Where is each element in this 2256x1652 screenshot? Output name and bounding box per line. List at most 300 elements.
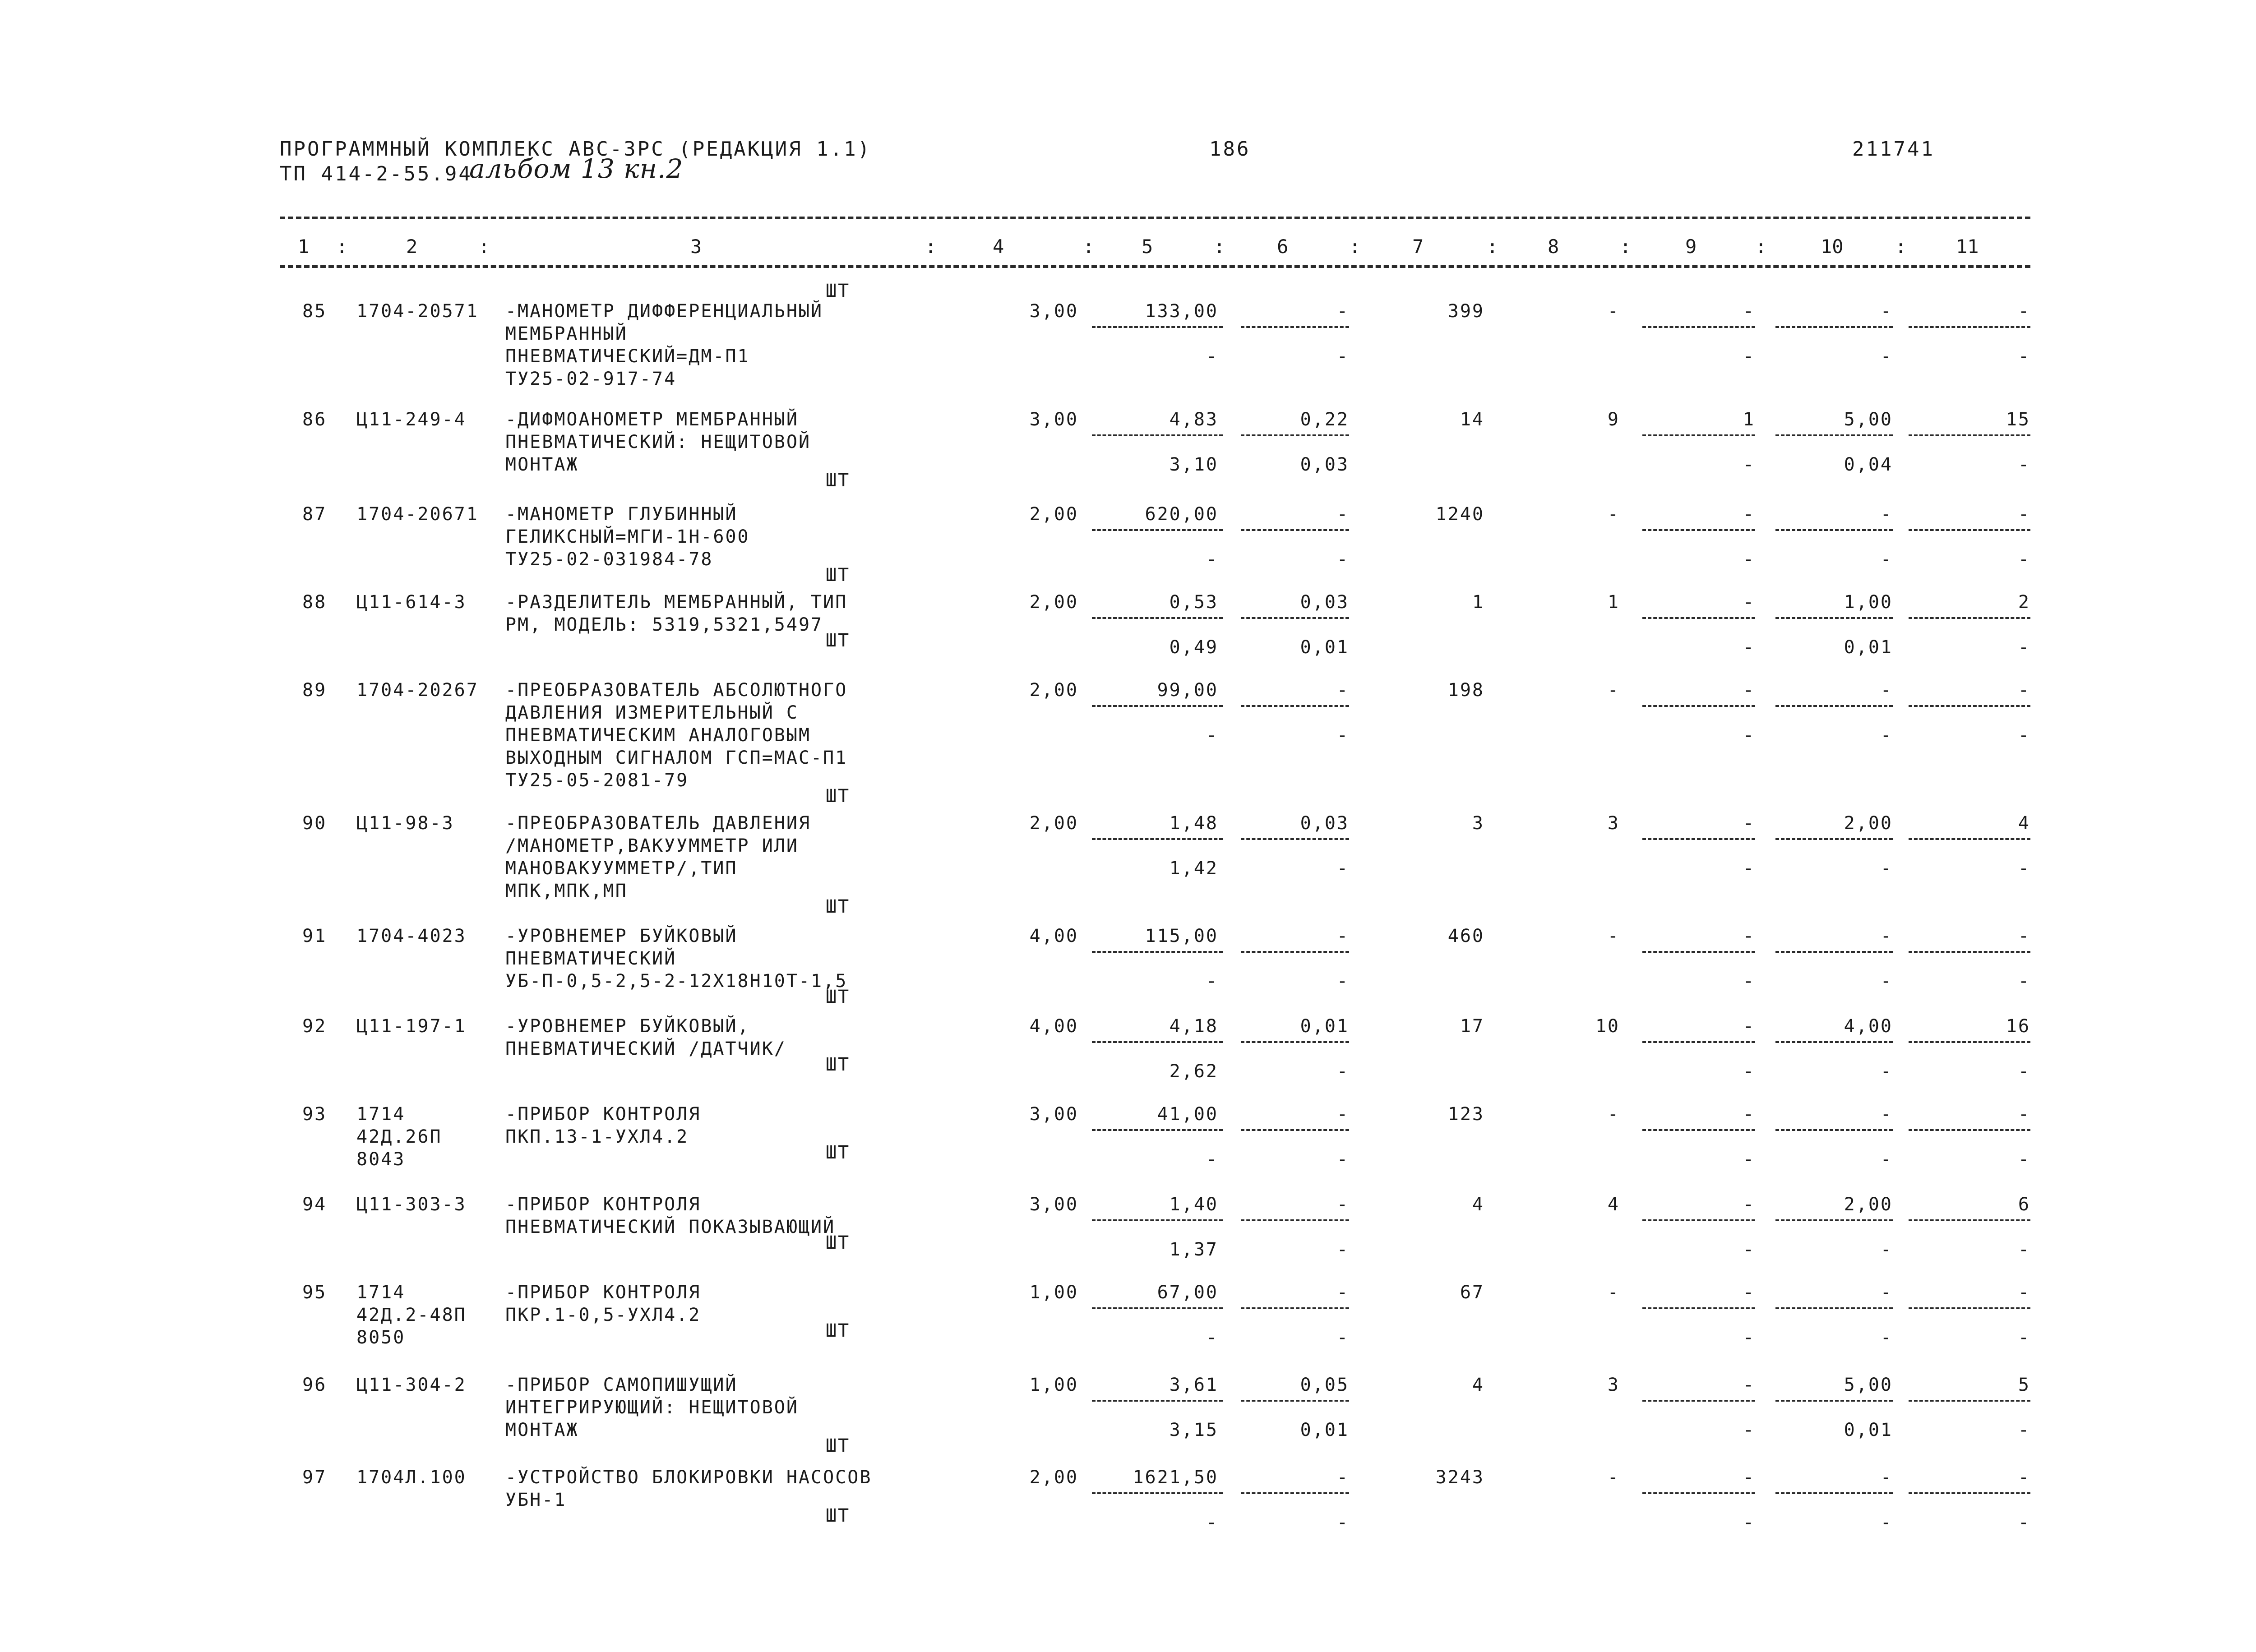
total-cost-value: 4 (1472, 1375, 1484, 1395)
wage-value: 0,05 (1300, 1375, 1349, 1395)
cell-divider (1092, 1041, 1223, 1043)
cell-divider (1241, 1129, 1349, 1131)
unit-label: ШТ (826, 896, 851, 917)
wage-sub: - (1336, 549, 1349, 570)
col10-sub: - (1880, 346, 1893, 367)
column-separator: : (1755, 235, 1767, 258)
col10-sub: - (1880, 858, 1893, 879)
col10-value: - (1880, 1467, 1893, 1488)
item-description: УБН-1 (505, 1490, 567, 1510)
col9-value: - (1743, 1104, 1755, 1125)
unit-label: ШТ (826, 1054, 851, 1075)
item-code: 1704-4023 (356, 926, 467, 946)
col9-value: - (1743, 1016, 1755, 1037)
col9-sub: - (1743, 971, 1755, 992)
cell-divider (1775, 1129, 1893, 1131)
column-number-5: 5 (1142, 235, 1153, 258)
column-separator: : (1349, 235, 1361, 258)
item-description: УБ-П-0,5-2,5-2-12Х18Н10Т-1,5 (505, 971, 848, 992)
cell-divider (1241, 1307, 1349, 1309)
unit-label: ШТ (826, 630, 851, 651)
row-number: 86 (302, 409, 327, 430)
item-code: Ц11-249-4 (356, 409, 467, 430)
cell-divider (1092, 951, 1223, 953)
item-code: 1704-20671 (356, 504, 479, 525)
col11-value: - (2018, 680, 2030, 701)
total-wage-value: 9 (1607, 409, 1620, 430)
quantity-value: 1,00 (1029, 1282, 1078, 1303)
col10-value: - (1880, 301, 1893, 322)
unit-cost-value: 67,00 (1157, 1282, 1218, 1303)
row-number: 85 (302, 301, 327, 322)
wage-value: - (1336, 1282, 1349, 1303)
item-description: -ПРЕОБРАЗОВАТЕЛЬ АБСОЛЮТНОГО (505, 680, 848, 701)
cell-divider (1642, 1307, 1755, 1309)
item-description: МЕМБРАННЫЙ (505, 323, 628, 344)
quantity-value: 1,00 (1029, 1375, 1078, 1395)
total-cost-value: 67 (1460, 1282, 1484, 1303)
cell-divider (1909, 1041, 2030, 1043)
cell-divider (1241, 1041, 1349, 1043)
item-description: /МАНОМЕТР,ВАКУУММЕТР ИЛИ (505, 835, 799, 856)
unit-label: ШТ (826, 470, 851, 491)
column-number-2: 2 (406, 235, 418, 258)
col9-value: - (1743, 680, 1755, 701)
column-number-7: 7 (1412, 235, 1424, 258)
total-cost-value: 198 (1447, 680, 1484, 701)
item-code: 42Д.2-48П (356, 1305, 467, 1325)
column-number-3: 3 (690, 235, 702, 258)
cell-divider (1642, 434, 1755, 436)
wage-value: - (1336, 1194, 1349, 1215)
col10-sub: - (1880, 1239, 1893, 1260)
unit-label: ШТ (826, 1505, 851, 1526)
col10-value: - (1880, 1282, 1893, 1303)
quantity-value: 2,00 (1029, 680, 1078, 701)
cell-divider (1241, 529, 1349, 531)
total-wage-value: 1 (1607, 592, 1620, 613)
cell-divider (1909, 1492, 2030, 1494)
row-number: 91 (302, 926, 327, 946)
cell-divider (1642, 617, 1755, 619)
cell-divider (1775, 529, 1893, 531)
unit-cost-value: 133,00 (1145, 301, 1218, 322)
wage-sub: - (1336, 346, 1349, 367)
col10-value: - (1880, 926, 1893, 946)
col9-value: - (1743, 1194, 1755, 1215)
cell-divider (1775, 1400, 1893, 1402)
col11-sub: - (2018, 1512, 2030, 1533)
item-description: ПНЕВМАТИЧЕСКИМ АНАЛОГОВЫМ (505, 725, 811, 746)
col10-sub: 0,04 (1844, 454, 1893, 475)
unit-cost-sub: - (1206, 549, 1218, 570)
cell-divider (1909, 1400, 2030, 1402)
cell-divider (1241, 326, 1349, 328)
col10-sub: 0,01 (1844, 1420, 1893, 1440)
unit-label: ШТ (826, 281, 851, 301)
wage-value: - (1336, 1467, 1349, 1488)
col10-value: 1,00 (1844, 592, 1893, 613)
item-code: Ц11-303-3 (356, 1194, 467, 1215)
cell-divider (1909, 838, 2030, 840)
col10-value: - (1880, 1104, 1893, 1125)
col11-value: - (2018, 1282, 2030, 1303)
cell-divider (1775, 951, 1893, 953)
col9-sub: - (1743, 637, 1755, 658)
wage-value: - (1336, 680, 1349, 701)
col11-value: - (2018, 926, 2030, 946)
cell-divider (1909, 326, 2030, 328)
quantity-value: 3,00 (1029, 409, 1078, 430)
total-cost-value: 399 (1447, 301, 1484, 322)
quantity-value: 3,00 (1029, 1194, 1078, 1215)
unit-cost-value: 115,00 (1145, 926, 1218, 946)
unit-cost-sub: 1,37 (1169, 1239, 1218, 1260)
unit-cost-value: 1621,50 (1133, 1467, 1218, 1488)
col10-value: 2,00 (1844, 813, 1893, 834)
col11-sub: - (2018, 1061, 2030, 1082)
col10-value: - (1880, 680, 1893, 701)
cell-divider (1775, 1041, 1893, 1043)
column-number-11: 11 (1956, 235, 1979, 258)
col10-sub: - (1880, 1327, 1893, 1348)
col11-sub: - (2018, 1149, 2030, 1170)
cell-divider (1241, 1219, 1349, 1221)
col9-sub: - (1743, 1327, 1755, 1348)
column-number-1: 1 (298, 235, 310, 258)
item-description: МОНТАЖ (505, 1420, 579, 1440)
item-code: Ц11-304-2 (356, 1375, 467, 1395)
cell-divider (1092, 529, 1223, 531)
column-number-4: 4 (993, 235, 1004, 258)
col9-value: - (1743, 592, 1755, 613)
item-code: Ц11-98-3 (356, 813, 454, 834)
unit-cost-value: 41,00 (1157, 1104, 1218, 1125)
wage-sub: - (1336, 1512, 1349, 1533)
cell-divider (1909, 705, 2030, 707)
column-separator: : (336, 235, 348, 258)
unit-cost-sub: - (1206, 1327, 1218, 1348)
cell-divider (1775, 1307, 1893, 1309)
col9-sub: - (1743, 1420, 1755, 1440)
table-header-rule (280, 265, 2030, 268)
cell-divider (1092, 1492, 1223, 1494)
row-number: 87 (302, 504, 327, 525)
cell-divider (1241, 617, 1349, 619)
total-cost-value: 3243 (1435, 1467, 1484, 1488)
item-description: -ПРИБОР КОНТРОЛЯ (505, 1104, 701, 1125)
col11-sub: - (2018, 1420, 2030, 1440)
cell-divider (1775, 838, 1893, 840)
column-separator: : (478, 235, 490, 258)
cell-divider (1909, 1219, 2030, 1221)
cell-divider (1092, 1219, 1223, 1221)
col9-value: - (1743, 1467, 1755, 1488)
unit-cost-sub: - (1206, 1512, 1218, 1533)
item-description: ПНЕВМАТИЧЕСКИЙ: НЕЩИТОВОЙ (505, 432, 811, 452)
col11-value: - (2018, 1467, 2030, 1488)
col10-sub: - (1880, 549, 1893, 570)
col10-value: 4,00 (1844, 1016, 1893, 1037)
col11-value: - (2018, 504, 2030, 525)
col11-value: 16 (2006, 1016, 2030, 1037)
unit-cost-sub: - (1206, 346, 1218, 367)
quantity-value: 3,00 (1029, 301, 1078, 322)
cell-divider (1092, 617, 1223, 619)
item-code: 42Д.26П (356, 1126, 442, 1147)
col11-value: 5 (2018, 1375, 2030, 1395)
unit-label: ШТ (826, 1320, 851, 1341)
col11-sub: - (2018, 971, 2030, 992)
cell-divider (1642, 1129, 1755, 1131)
total-wage-value: - (1607, 301, 1620, 322)
total-wage-value: 3 (1607, 813, 1620, 834)
col11-sub: - (2018, 637, 2030, 658)
item-description: ПНЕВМАТИЧЕСКИЙ ПОКАЗЫВАЮЩИЙ (505, 1217, 836, 1237)
table-top-rule (280, 217, 2030, 219)
wage-value: 0,03 (1300, 813, 1349, 834)
item-code: Ц11-197-1 (356, 1016, 467, 1037)
total-cost-value: 4 (1472, 1194, 1484, 1215)
item-description: ДАВЛЕНИЯ ИЗМЕРИТЕЛЬНЫЙ С (505, 702, 799, 723)
unit-cost-value: 99,00 (1157, 680, 1218, 701)
col11-sub: - (2018, 549, 2030, 570)
total-cost-value: 17 (1460, 1016, 1484, 1037)
row-number: 97 (302, 1467, 327, 1488)
unit-label: ШТ (826, 987, 851, 1007)
col9-sub: - (1743, 549, 1755, 570)
item-code: 8050 (356, 1327, 406, 1348)
cell-divider (1241, 951, 1349, 953)
col9-sub: - (1743, 454, 1755, 475)
item-description: ТУ25-02-031984-78 (505, 549, 713, 570)
quantity-value: 4,00 (1029, 1016, 1078, 1037)
col10-sub: - (1880, 1512, 1893, 1533)
cell-divider (1241, 1400, 1349, 1402)
col11-sub: - (2018, 346, 2030, 367)
unit-cost-sub: 1,42 (1169, 858, 1218, 879)
item-code: 1704-20267 (356, 680, 479, 701)
col9-sub: - (1743, 1061, 1755, 1082)
unit-label: ШТ (826, 1435, 851, 1456)
item-description: ПНЕВМАТИЧЕСКИЙ=ДМ-П1 (505, 346, 750, 367)
wage-sub: 0,01 (1300, 637, 1349, 658)
cell-divider (1775, 1492, 1893, 1494)
col11-value: - (2018, 301, 2030, 322)
unit-cost-value: 0,53 (1169, 592, 1218, 613)
cell-divider (1642, 326, 1755, 328)
col11-value: 15 (2006, 409, 2030, 430)
unit-cost-value: 4,18 (1169, 1016, 1218, 1037)
unit-cost-value: 4,83 (1169, 409, 1218, 430)
wage-sub: - (1336, 971, 1349, 992)
wage-value: - (1336, 504, 1349, 525)
wage-sub: - (1336, 1239, 1349, 1260)
wage-value: - (1336, 926, 1349, 946)
cell-divider (1092, 838, 1223, 840)
cell-divider (1642, 1400, 1755, 1402)
wage-value: 0,01 (1300, 1016, 1349, 1037)
col10-sub: - (1880, 725, 1893, 746)
item-description: -ДИФМОАНОМЕТР МЕМБРАННЫЙ (505, 409, 799, 430)
column-separator: : (1214, 235, 1225, 258)
column-separator: : (925, 235, 937, 258)
cell-divider (1775, 326, 1893, 328)
cell-divider (1092, 434, 1223, 436)
col10-value: 2,00 (1844, 1194, 1893, 1215)
item-description: -РАЗДЕЛИТЕЛЬ МЕМБРАННЫЙ, ТИП (505, 592, 848, 613)
row-number: 89 (302, 680, 327, 701)
col10-sub: - (1880, 1061, 1893, 1082)
quantity-value: 2,00 (1029, 1467, 1078, 1488)
unit-cost-sub: - (1206, 725, 1218, 746)
wage-sub: 0,01 (1300, 1420, 1349, 1440)
cell-divider (1909, 434, 2030, 436)
row-number: 96 (302, 1375, 327, 1395)
cell-divider (1092, 705, 1223, 707)
wage-sub: 0,03 (1300, 454, 1349, 475)
column-number-10: 10 (1821, 235, 1844, 258)
row-number: 94 (302, 1194, 327, 1215)
cell-divider (1092, 326, 1223, 328)
quantity-value: 2,00 (1029, 813, 1078, 834)
total-wage-value: - (1607, 504, 1620, 525)
wage-value: 0,03 (1300, 592, 1349, 613)
unit-cost-sub: - (1206, 1149, 1218, 1170)
total-wage-value: - (1607, 1282, 1620, 1303)
item-description: -ПРИБОР КОНТРОЛЯ (505, 1194, 701, 1215)
cell-divider (1642, 1492, 1755, 1494)
total-wage-value: - (1607, 680, 1620, 701)
item-description: -МАНОМЕТР ГЛУБИННЫЙ (505, 504, 738, 525)
total-wage-value: - (1607, 1104, 1620, 1125)
row-number: 93 (302, 1104, 327, 1125)
row-number: 90 (302, 813, 327, 834)
unit-cost-sub: 3,10 (1169, 454, 1218, 475)
handwritten-note: альбом 13 кн.2 (469, 153, 684, 184)
item-description: ВЫХОДНЫМ СИГНАЛОМ ГСП=МАС-П1 (505, 748, 848, 768)
col9-sub: - (1743, 858, 1755, 879)
cell-divider (1642, 1041, 1755, 1043)
page-number: 186 (1209, 138, 1251, 161)
quantity-value: 2,00 (1029, 504, 1078, 525)
item-description: -УСТРОЙСТВО БЛОКИРОВКИ НАСОСОВ (505, 1467, 872, 1488)
col11-sub: - (2018, 1327, 2030, 1348)
item-description: ТУ25-02-917-74 (505, 369, 677, 389)
program-title: ПРОГРАММНЫЙ КОМПЛЕКС АВС-3РС (РЕДАКЦИЯ 1.1) (280, 138, 872, 161)
col9-value: - (1743, 926, 1755, 946)
cell-divider (1909, 529, 2030, 531)
quantity-value: 4,00 (1029, 926, 1078, 946)
cell-divider (1909, 1129, 2030, 1131)
col9-value: - (1743, 1375, 1755, 1395)
col11-value: 2 (2018, 592, 2030, 613)
total-wage-value: - (1607, 1467, 1620, 1488)
col9-value: - (1743, 301, 1755, 322)
item-code: 1714 (356, 1282, 406, 1303)
item-description: ПКП.13-1-УХЛ4.2 (505, 1126, 689, 1147)
column-separator: : (1895, 235, 1907, 258)
cell-divider (1642, 838, 1755, 840)
unit-cost-value: 1,40 (1169, 1194, 1218, 1215)
row-number: 88 (302, 592, 327, 613)
item-description: ПНЕВМАТИЧЕСКИЙ /ДАТЧИК/ (505, 1038, 786, 1059)
col9-value: - (1743, 504, 1755, 525)
column-separator: : (1083, 235, 1095, 258)
wage-sub: - (1336, 725, 1349, 746)
cell-divider (1241, 838, 1349, 840)
project-code: ТП 414-2-55.94 (280, 162, 472, 185)
quantity-value: 3,00 (1029, 1104, 1078, 1125)
cell-divider (1642, 1219, 1755, 1221)
cell-divider (1775, 434, 1893, 436)
wage-value: - (1336, 1104, 1349, 1125)
col11-sub: - (2018, 454, 2030, 475)
unit-label: ШТ (826, 1142, 851, 1163)
unit-label: ШТ (826, 1232, 851, 1253)
quantity-value: 2,00 (1029, 592, 1078, 613)
item-description: МАНОВАКУУММЕТР/,ТИП (505, 858, 738, 879)
cell-divider (1642, 951, 1755, 953)
item-description: -ПРЕОБРАЗОВАТЕЛЬ ДАВЛЕНИЯ (505, 813, 811, 834)
item-code: 1704Л.100 (356, 1467, 467, 1488)
unit-cost-value: 620,00 (1145, 504, 1218, 525)
col9-sub: - (1743, 725, 1755, 746)
col10-sub: - (1880, 971, 1893, 992)
item-description: -ПРИБОР САМОПИШУЩИЙ (505, 1375, 738, 1395)
unit-label: ШТ (826, 786, 851, 807)
total-wage-value: - (1607, 926, 1620, 946)
wage-value: - (1336, 301, 1349, 322)
cell-divider (1092, 1400, 1223, 1402)
cell-divider (1092, 1307, 1223, 1309)
cell-divider (1241, 434, 1349, 436)
row-number: 95 (302, 1282, 327, 1303)
cell-divider (1241, 1492, 1349, 1494)
col11-value: - (2018, 1104, 2030, 1125)
item-description: ПКР.1-0,5-УХЛ4.2 (505, 1305, 701, 1325)
item-code: 1714 (356, 1104, 406, 1125)
col10-sub: 0,01 (1844, 637, 1893, 658)
col11-value: 4 (2018, 813, 2030, 834)
cell-divider (1909, 951, 2030, 953)
col9-value: - (1743, 1282, 1755, 1303)
wage-sub: - (1336, 1327, 1349, 1348)
col10-value: 5,00 (1844, 409, 1893, 430)
item-description: -ПРИБОР КОНТРОЛЯ (505, 1282, 701, 1303)
column-number-6: 6 (1277, 235, 1289, 258)
cell-divider (1092, 1129, 1223, 1131)
item-code: 1704-20571 (356, 301, 479, 322)
unit-cost-value: 1,48 (1169, 813, 1218, 834)
col11-value: 6 (2018, 1194, 2030, 1215)
col11-sub: - (2018, 725, 2030, 746)
col9-value: - (1743, 813, 1755, 834)
item-description: ГЕЛИКСНЫЙ=МГИ-1Н-600 (505, 526, 750, 547)
unit-cost-sub: 3,15 (1169, 1420, 1218, 1440)
total-wage-value: 3 (1607, 1375, 1620, 1395)
col9-sub: - (1743, 1149, 1755, 1170)
total-cost-value: 1 (1472, 592, 1484, 613)
wage-sub: - (1336, 1061, 1349, 1082)
item-description: ИНТЕГРИРУЮЩИЙ: НЕЩИТОВОЙ (505, 1397, 799, 1418)
col10-value: - (1880, 504, 1893, 525)
cell-divider (1775, 705, 1893, 707)
col9-value: 1 (1743, 409, 1755, 430)
col9-sub: - (1743, 1239, 1755, 1260)
total-cost-value: 14 (1460, 409, 1484, 430)
item-description: -МАНОМЕТР ДИФФЕРЕНЦИАЛЬНЫЙ (505, 301, 823, 322)
